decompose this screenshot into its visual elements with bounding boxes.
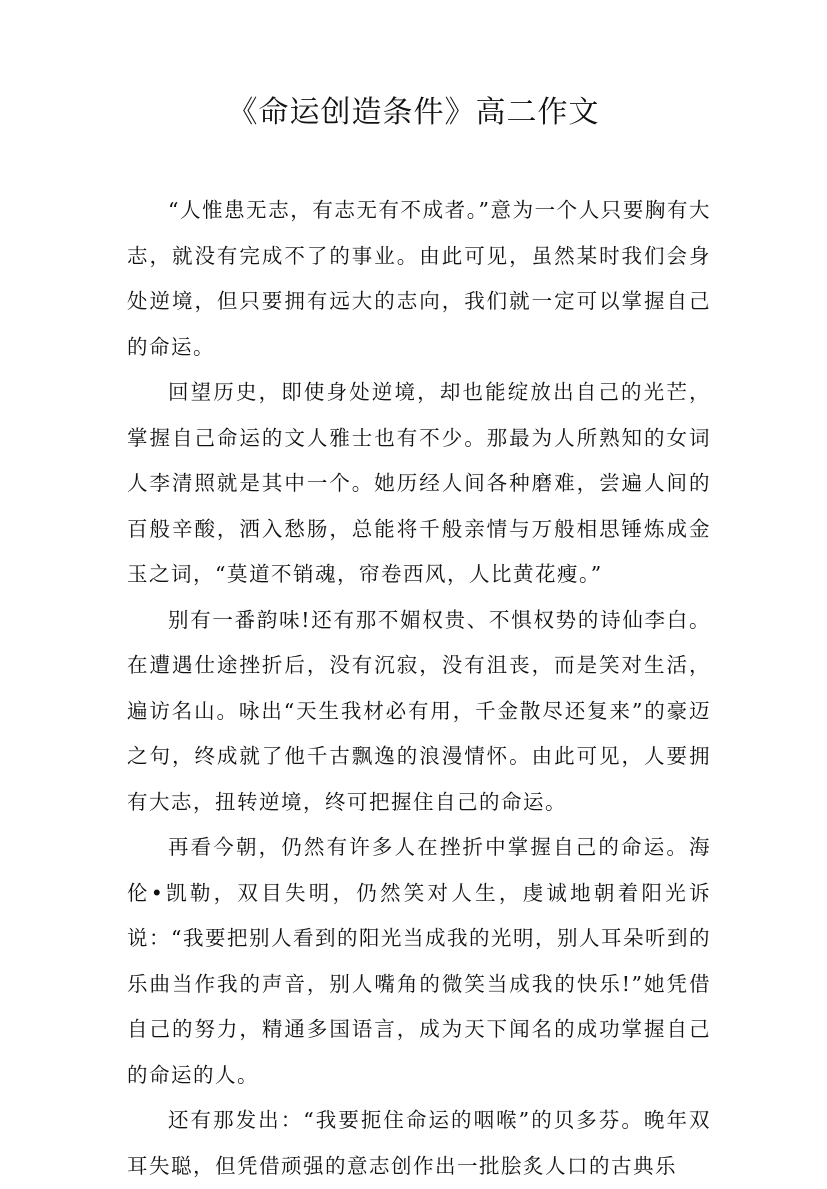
- paragraph-2: 回望历史，即使身处逆境，却也能绽放出自己的光芒，掌握自己命运的文人雅士也有不少。那最为人所熟知的女词人李清照就是其中一个。她历经人间各种磨难，尝遍人间的百般辛酸，洒入愁肠，总能将千般亲情与万般相思锤炼成金玉之词，“莫道不销魂，帘卷西风，人比黄花瘦。”: [127, 380, 711, 586]
- paragraph-4: 再看今朝，仍然有许多人在挫折中掌握自己的命运。海伦•凯勒，双目失明，仍然笑对人生，虔诚地朝着阳光诉说：“我要把别人看到的阳光当成我的光明，别人耳朵听到的乐曲当作我的声音，别人嘴角的微笑当成我的快乐!”她凭借自己的努力，精通多国语言，成为天下闻名的成功掌握自己的命运的人。: [127, 835, 711, 1087]
- paragraph-3: 别有一番韵味!还有那不媚权贵、不惧权势的诗仙李白。在遭遇仕途挫折后，没有沉寂，没有沮丧，而是笑对生活，遍访名山。咏出“天生我材必有用，千金散尽还复来”的豪迈之句，终成就了他千古飘逸的浪漫情怀。由此可见，人要拥有大志，扭转逆境，终可把握住自己的命运。: [127, 607, 711, 814]
- paragraph-1: “人惟患无志，有志无有不成者。”意为一个人只要胸有大志，就没有完成不了的事业。由此可见，虽然某时我们会身处逆境，但只要拥有远大的志向，我们就一定可以掌握自己的命运。: [127, 198, 711, 359]
- document-body: [127, 188, 711, 1189]
- paragraph-5: 还有那发出：“我要扼住命运的咽喉”的贝多芬。晚年双耳失聪，但凭借顽强的意志创作出一批脍炙人口的古典乐: [127, 1108, 711, 1178]
- document-title: 《命运创造条件》高二作文: [227, 95, 600, 130]
